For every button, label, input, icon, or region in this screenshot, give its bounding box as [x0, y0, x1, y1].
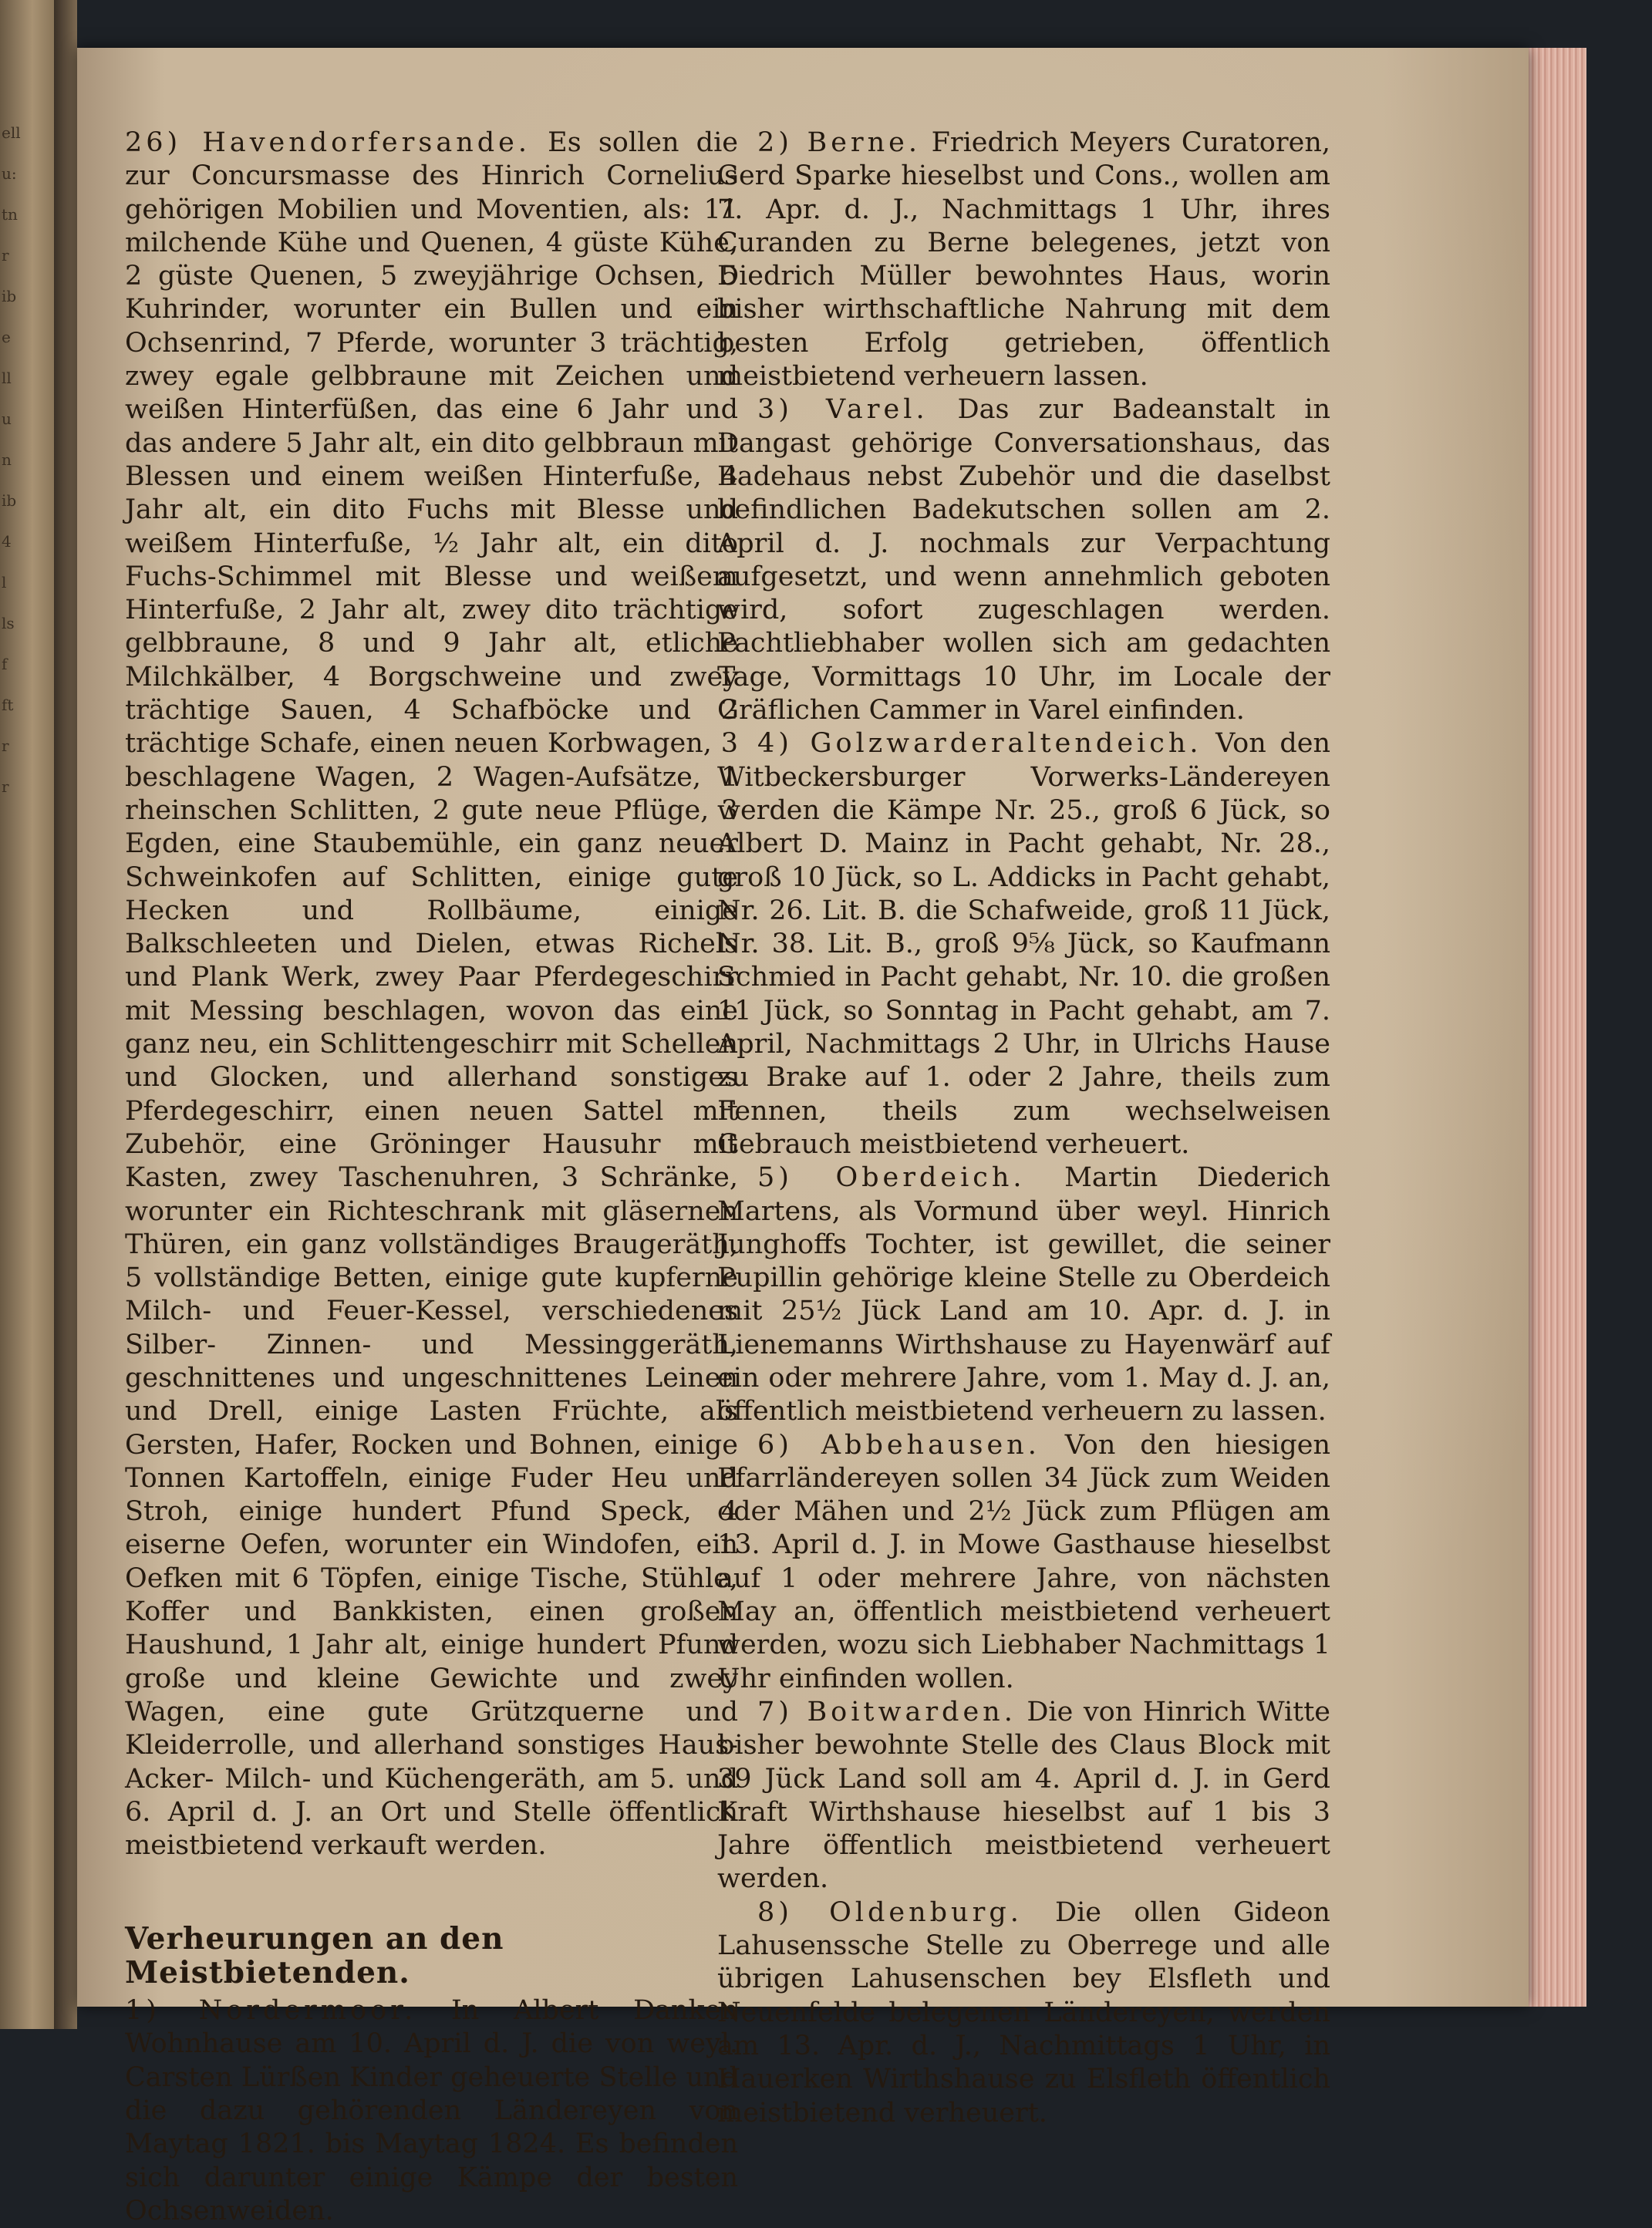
margin-fragment: tn	[2, 205, 18, 224]
page-edges	[1529, 48, 1586, 2007]
notice-place: 1) Nordermoor.	[125, 1995, 417, 2027]
margin-fragment: ls	[2, 614, 15, 632]
notice-place: 4) Golzwarderaltendeich.	[757, 728, 1202, 760]
margin-fragment: f	[2, 655, 8, 673]
notice-text: In Albert Danken Wohnhause am 10. April d. J. die von weyl. Carsten Lürßen Kinder geheuerte Stelle und die dazu gehörenden Ländereyen von Maytag 1821. bis Maytag 1824. Es befinden sich darunter einige Kämpe der besten Ochsenweiden.	[125, 1995, 738, 2226]
notice-oberdeich	[717, 1161, 1330, 1428]
notice-text: Martin Diederich Martens, als Vormund über weyl. Hinrich Junghoffs Tochter, ist gewillet, die seiner Pupillin gehörige kleine Stelle zu Oberdeich mit 25½ Jück Land am 10. Apr. d. J. in Lienemanns Wirthshause zu Hayenwärf auf ein oder mehrere Jahre, vom 1. May d. J. an, öffentlich meistbietend verheuern zu lassen.	[717, 1162, 1330, 1427]
notice-place: 26) Havendorfersande.	[125, 127, 531, 158]
notice-text: Von den hiesigen Pfarrländereyen sollen 34 Jück zum Weiden oder Mähen und 2½ Jück zum Pflügen am 13. April d. J. in Mowe Gasthause hieselbst auf 1 oder mehrere Jahre, von nächsten May an, öffentlich meistbietend verheuert werden, wozu sich Liebhaber Nachmittags 1 Uhr einfinden wollen.	[717, 1429, 1330, 1694]
notice-boitwarden	[717, 1696, 1330, 1896]
notice-oldenburg	[717, 1896, 1330, 2130]
margin-fragment: ll	[2, 369, 12, 387]
margin-fragment: r	[2, 246, 9, 265]
notice-havendorfersande	[125, 126, 738, 1862]
notice-place: 8) Oldenburg.	[757, 1896, 1023, 1928]
notice-text: Von den Witbeckersburger Vorwerks-Ländereyen werden die Kämpe Nr. 25., groß 6 Jück, so Albert D. Mainz in Pacht gehabt, Nr. 28., groß 10 Jück, so L. Addicks in Pacht gehabt, Nr. 26. Lit. B. die Schafweide, groß 11 Jück, Nr. 38. Lit. B., groß 9⅝ Jück, so Kaufmann Schmied in Pacht gehabt, Nr. 10. die großen 11 Jück, so Sonntag in Pacht gehabt, am 7. April, Nachmittags 2 Uhr, in Ulrichs Hause zu Brake auf 1. oder 2 Jahre, theils zum Fennen, theils zum wechselweisen Gebrauch meistbietend verheuert.	[717, 728, 1330, 1160]
margin-fragment: r	[2, 777, 9, 796]
notice-berne	[717, 126, 1330, 393]
margin-fragment: ib	[2, 287, 17, 305]
notice-place: 5) Oberdeich.	[757, 1162, 1026, 1194]
book-gutter	[54, 0, 77, 2029]
notice-place: 2) Berne.	[757, 127, 922, 158]
margin-fragment: ell	[2, 123, 21, 142]
notice-text: Friedrich Meyers Curatoren, Gerd Sparke hieselbst und Cons., wollen am 7. Apr. d. J., Nachmittags 1 Uhr, ihres Curanden zu Berne belegenes, jetzt von Diedrich Müller bewohntes Haus, worin bisher wirthschaftliche Nahrung mit dem besten Erfolg getrieben, öffentlich meistbietend verheuern lassen.	[717, 127, 1330, 393]
notice-text: Es sollen die zur Concursmasse des Hinrich Cornelius gehörigen Mobilien und Moventien, als: 11 milchende Kühe und Quenen, 4 güste Kühe, 2 güste Quenen, 5 zweyjährige Ochsen, 5 Kuhrinder, worunter ein Bullen und ein Ochsenrind, 7 Pferde, worunter 3 trächtig, zwey egale gelbbraune mit Zeichen und weißen Hinterfüßen, das eine 6 Jahr und das andere 5 Jahr alt, ein dito gelbbraun mit Blessen und einem weißen Hinterfuße, 4 Jahr alt, ein dito Fuchs mit Blesse und weißem Hinterfuße, ½ Jahr alt, ein dito Fuchs-Schimmel mit Blesse und weißem Hinterfuße, 2 Jahr alt, zwey dito trächtige gelbbraune, 8 und 9 Jahr alt, etliche Milchkälber, 4 Borgschweine und zwey trächtige Sauen, 4 Schafböcke und 2 trächtige Schafe, einen neuen Korbwagen, 3 beschlagene Wagen, 2 Wagen-Aufsätze, 1 rheinschen Schlitten, 2 gute neue Pflüge, 3 Egden, eine Staubemühle, ein ganz neuer Schweinkofen auf Schlitten, einige gute Hecken und Rollbäume, einige Balkschleeten und Dielen, etwas Richels und Plank Werk, zwey Paar Pferdegeschirr mit Messing beschlagen, wovon das eine ganz neu, ein Schlittengeschirr mit Schellen und Glocken, und allerhand sonstiges Pferdegeschirr, einen neuen Sattel mit Zubehör, eine Gröninger Hausuhr mit Kasten, zwey Taschenuhren, 3 Schränke, worunter ein Richteschrank mit gläsernen Thüren, ein ganz vollständiges Braugeräth, 5 vollständige Betten, einige gute kupferne Milch- und Feuer-Kessel, verschiedenes Silber- Zinnen- und Messinggeräth, geschnittenes und ungeschnittenes Leinen und Drell, einige Lasten Früchte, als Gersten, Hafer, Rocken und Bohnen, einige Tonnen Kartoffeln, einige Fuder Heu und Stroh, einige hundert Pfund Speck, 4 eiserne Oefen, worunter ein Windofen, ein Oefken mit 6 Töpfen, einige Tische, Stühle, Koffer und Bankkisten, einen großen Haushund, 1 Jahr alt, einige hundert Pfund große und kleine Gewichte und zwey Wagen, eine gute Grützquerne und Kleiderrolle, und allerhand sonstiges Haus- Acker- Milch- und Küchengeräth, am 5. und 6. April d. J. an Ort und Stelle öffentlich meistbietend verkauft werden.	[125, 127, 738, 1862]
margin-fragment: 4	[2, 532, 12, 551]
section-heading: Verheurungen an den Meistbietenden.	[125, 1921, 504, 1990]
left-page-edge	[0, 0, 54, 2029]
document-page	[77, 48, 1529, 2226]
margin-fragment: r	[2, 736, 9, 755]
notice-golzwarderaltendeich	[717, 727, 1330, 1161]
margin-fragment: n	[2, 450, 12, 469]
margin-fragment: e	[2, 328, 11, 346]
margin-fragment: u	[2, 410, 12, 428]
margin-fragment: u:	[2, 164, 17, 183]
notice-abbehausen	[717, 1429, 1330, 1696]
notice-text: Die von Hinrich Witte bisher bewohnte Stelle des Claus Block mit 39 Jück Land soll am 4. April d. J. in Gerd Kraft Wirthshause hieselbst auf 1 bis 3 Jahre öffentlich meistbietend verheuert werden.	[717, 1696, 1330, 1895]
notice-place: 6) Abbehausen.	[757, 1429, 1040, 1461]
right-column	[717, 126, 1330, 2130]
margin-fragment: ib	[2, 491, 17, 510]
notice-nordermoor	[125, 1994, 738, 2228]
notice-place: 3) Varel.	[757, 394, 929, 426]
notice-text: Die ollen Gideon Lahusenssche Stelle zu Oberrege und alle übrigen Lahusenschen bey Elsfleth und Neuenfelde belegenen Ländereyen, werden am 13. Apr. d. J., Nachmittags 1 Uhr, in Hauerken Wirthshause zu Elsfleth öffentlich meistbietend verheuert.	[717, 1896, 1330, 2129]
notice-place: 7) Boitwarden.	[757, 1696, 1016, 1727]
margin-fragment: l	[2, 573, 7, 592]
left-page-text-fragments	[2, 116, 25, 804]
left-column	[125, 126, 738, 2228]
margin-fragment: ft	[2, 696, 14, 714]
notice-varel	[717, 393, 1330, 727]
notice-text: Das zur Badeanstalt in Dangast gehörige Conversationshaus, das Badehaus nebst Zubehör und die daselbst befindlichen Badekutschen sollen am 2. April d. J. nochmals zur Verpachtung aufgesetzt, und wenn annehmlich geboten wird, sofort zugeschlagen werden. Pachtliebhaber wollen sich am gedachten Tage, Vormittags 10 Uhr, im Locale der Gräflichen Cammer in Varel einfinden.	[717, 394, 1330, 726]
